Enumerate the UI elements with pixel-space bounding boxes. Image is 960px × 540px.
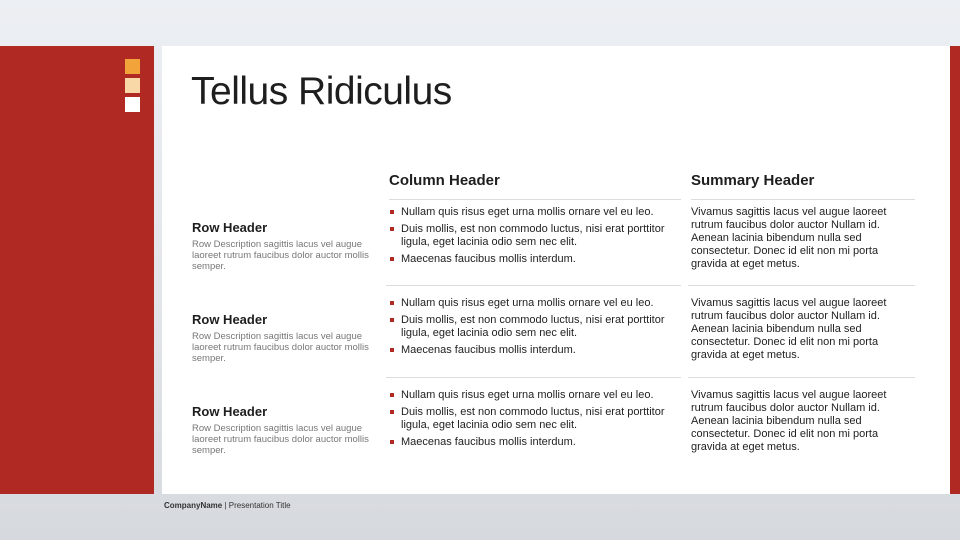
row-3-label [192,404,372,456]
bullet-item: Nullam quis risus eget urna mollis ornare vel eu leo. [389,206,681,219]
summary-header: Summary Header [691,172,915,200]
row-divider [386,285,681,286]
footer-presentation-title: Presentation Title [228,501,291,510]
row-1-bullet-list [389,206,681,270]
row-2-label [192,312,372,364]
bullet-item: Maecenas faucibus mollis interdum. [389,253,681,266]
bullet-item: Nullam quis risus eget urna mollis ornare vel eu leo. [389,297,681,310]
bullet-item: Duis mollis, est non commodo luctus, nisi erat porttitor ligula, eget lacinia odio sem nec elit. [389,406,681,432]
footer-company-name: CompanyName [164,501,223,510]
row-2-summary: Vivamus sagittis lacus vel augue laoreet rutrum faucibus dolor auctor Nullam id. Aenean lacinia bibendum nulla sed consectetur. Donec id elit non mi porta gravida at eget metus. [691,297,887,361]
decor-square-orange [125,59,140,74]
row-description: Row Description sagittis lacus vel augue laoreet rutrum faucibus dolor auctor mollis semper. [192,239,369,272]
column-header: Column Header [389,172,681,200]
bullet-item: Duis mollis, est non commodo luctus, nisi erat porttitor ligula, eget lacinia odio sem nec elit. [389,223,681,249]
row-1-summary: Vivamus sagittis lacus vel augue laoreet rutrum faucibus dolor auctor Nullam id. Aenean lacinia bibendum nulla sed consectetur. Donec id elit non mi porta gravida at eget metus. [691,206,887,270]
decor-square-white [125,97,140,112]
slide-title: Tellus Ridiculus [191,70,452,113]
right-accent-band [950,46,960,494]
row-header: Row Header [192,404,268,419]
row-divider [688,285,915,286]
footer [164,501,291,510]
row-1-label [192,220,372,272]
row-description: Row Description sagittis lacus vel augue laoreet rutrum faucibus dolor auctor mollis semper. [192,423,369,456]
row-header: Row Header [192,312,268,327]
row-2-bullet-list [389,297,681,361]
row-3-bullet-list [389,389,681,453]
row-header: Row Header [192,220,268,235]
row-3-summary: Vivamus sagittis lacus vel augue laoreet rutrum faucibus dolor auctor Nullam id. Aenean lacinia bibendum nulla sed consectetur. Donec id elit non mi porta gravida at eget metus. [691,389,887,453]
row-divider [688,377,915,378]
bullet-item: Duis mollis, est non commodo luctus, nisi erat porttitor ligula, eget lacinia odio sem nec elit. [389,314,681,340]
bullet-item: Maecenas faucibus mollis interdum. [389,344,681,357]
footer-separator: | [222,501,229,510]
row-description: Row Description sagittis lacus vel augue laoreet rutrum faucibus dolor auctor mollis semper. [192,331,369,364]
bullet-item: Nullam quis risus eget urna mollis ornare vel eu leo. [389,389,681,402]
bullet-item: Maecenas faucibus mollis interdum. [389,436,681,449]
row-divider [386,377,681,378]
decor-square-light-orange [125,78,140,93]
left-accent-band [0,46,154,494]
